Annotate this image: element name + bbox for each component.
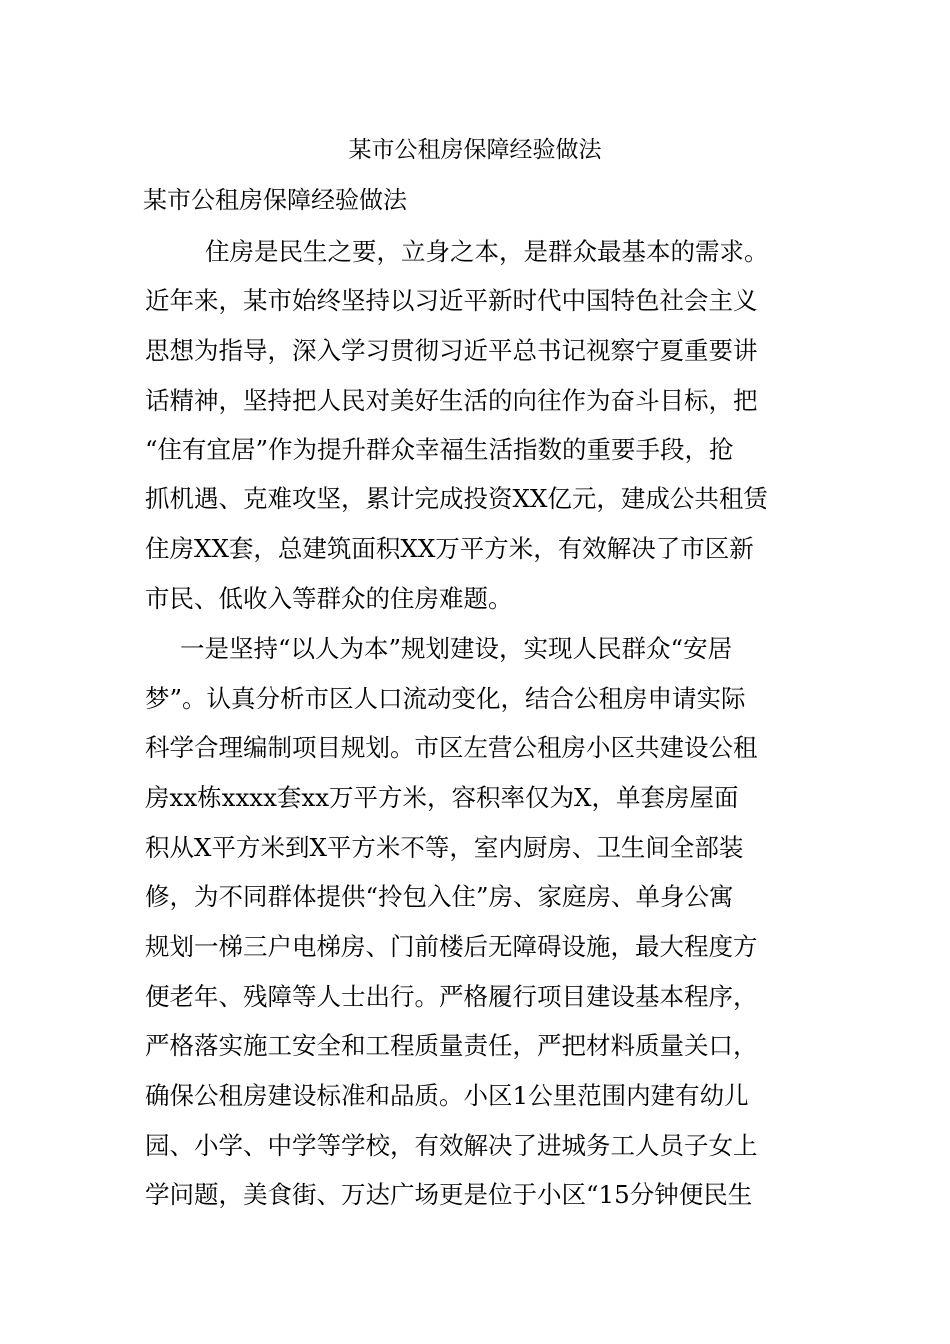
paragraph-line: 住房是民生之要，立身之本，是群众最基本的需求。 xyxy=(205,237,769,266)
paragraph-line: 房xx栋xxxx套xx万平方米，容积率仅为X，单套房屋面 xyxy=(145,783,739,812)
paragraph-line: 便老年、残障等人士出行。严格履行项目建设基本程序， xyxy=(145,982,758,1011)
paragraph-line: 近年来，某市始终坚持以习近平新时代中国特色社会主义 xyxy=(145,286,758,315)
document-subtitle: 某市公租房保障经验做法 xyxy=(143,186,407,214)
paragraph-line: 科学合理编制项目规划。市区左营公租房小区共建设公租 xyxy=(145,733,758,762)
paragraph-line: 抓机遇、克难攻坚，累计完成投资XX亿元，建成公共租赁 xyxy=(145,484,768,513)
paragraph-line: 积从X平方米到X平方米不等，室内厨房、卫生间全部装 xyxy=(145,833,744,862)
paragraph-line: 修，为不同群体提供“拎包入住”房、家庭房、单身公寓 xyxy=(145,882,734,911)
paragraph-line: 规划一梯三户电梯房、门前楼后无障碍设施，最大程度方 xyxy=(145,932,758,961)
paragraph-line: 确保公租房建设标准和品质。小区1公里范围内建有幼儿 xyxy=(145,1081,749,1110)
paragraph-line: 市民、低收入等群众的住房难题。 xyxy=(145,584,513,613)
paragraph-line: 学问题，美食街、万达广场更是位于小区“15分钟便民生 xyxy=(145,1180,753,1209)
paragraph-line: “住有宜居”作为提升群众幸福生活指数的重要手段，抢 xyxy=(145,435,734,464)
paragraph-line: 严格落实施工安全和工程质量责任，严把材料质量关口， xyxy=(145,1031,758,1060)
paragraph-line: 话精神，坚持把人民对美好生活的向往作为奋斗目标，把 xyxy=(145,386,758,415)
paragraph-line: 住房XX套，总建筑面积XX万平方米，有效解决了市区新 xyxy=(145,534,754,563)
paragraph-line: 一是坚持“以人为本”规划建设，实现人民群众“安居 xyxy=(180,634,733,663)
paragraph-line: 思想为指导，深入学习贯彻习近平总书记视察宁夏重要讲 xyxy=(145,336,758,365)
paragraph-line: 梦”。认真分析市区人口流动变化，结合公租房申请实际 xyxy=(145,684,746,713)
document-title: 某市公租房保障经验做法 xyxy=(348,137,602,163)
paragraph-line: 园、小学、中学等学校，有效解决了进城务工人员子女上 xyxy=(145,1131,758,1160)
